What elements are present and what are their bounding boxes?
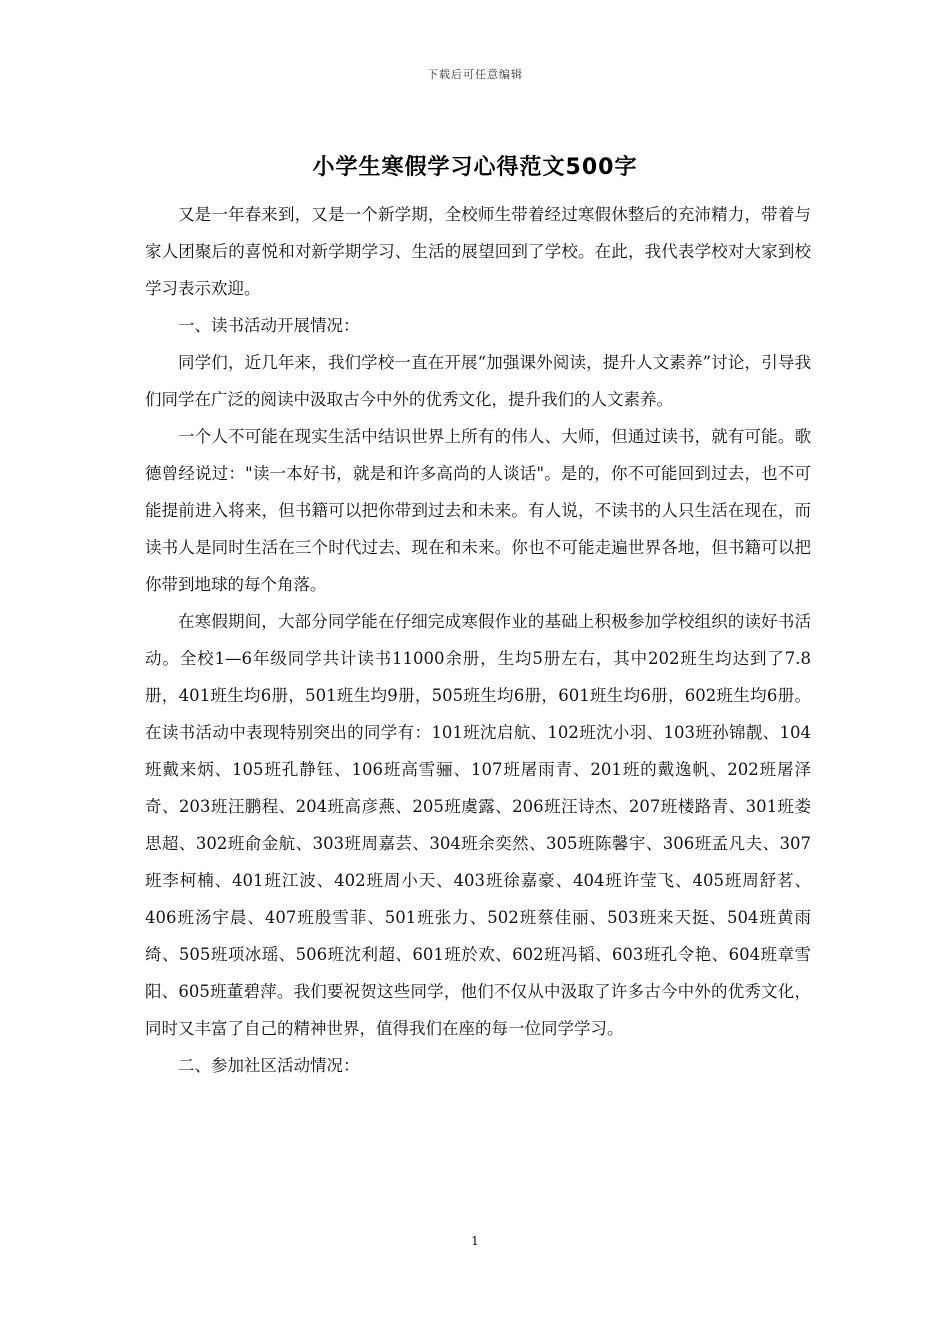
section-heading-community: 二、参加社区活动情况： bbox=[178, 1056, 360, 1075]
document-body bbox=[145, 196, 811, 1084]
paragraph-winter-reading: 在寒假期间，大部分同学能在仔细完成寒假作业的基础上积极参加学校组织的读好书活动。全校1—6年级同学共计读书11000余册，生均5册左右，其中202班生均达到了7.8册，401班生均6册，501班生均9册，505班生均6册，601班生均6册，602班生均6册。在读书活动中表现特别突出的同学有：101班沈启航、102班沈小羽、103班孙锦靓、104班戴来炳、105班孔静钰、106班高雪骊、107班屠雨青、201班的戴逸帆、202班屠泽奇、203班汪鹏程、204班高彦燕、205班虞露、206班汪诗杰、207班楼路青、301班娄思超、302班俞金航、303班周嘉芸、304班余奕然、305班陈馨宇、306班孟凡夫、307班李柯楠、401班江波、402班周小天、403班徐嘉豪、404班许莹飞、405班周舒茗、406班汤宇晨、407班殷雪菲、501班张力、502班蔡佳丽、503班来天挺、504班黄雨绮、505班项冰瑶、506班沈利超、601班於欢、602班冯韬、603班孔令艳、604班章雪阳、605班董碧萍。我们要祝贺这些同学，他们不仅从中汲取了许多古今中外的优秀文化，同时又丰富了自己的精神世界，值得我们在座的每一位同学学习。 bbox=[145, 612, 811, 1038]
paragraph-reading-intro: 同学们，近几年来，我们学校一直在开展“加强课外阅读，提升人文素养”讨论，引导我们同学在广泛的阅读中汲取古今中外的优秀文化，提升我们的人文素养。 bbox=[145, 353, 811, 409]
document-title: 小学生寒假学习心得范文500字 bbox=[312, 155, 638, 180]
header-note: 下载后可任意编辑 bbox=[427, 68, 523, 81]
section-heading-reading: 一、读书活动开展情况： bbox=[178, 316, 360, 335]
page-number: 1 bbox=[471, 1234, 479, 1248]
paragraph-intro: 又是一年春来到，又是一个新学期，全校师生带着经过寒假休整后的充沛精力，带着与家人团聚后的喜悦和对新学期学习、生活的展望回到了学校。在此，我代表学校对大家到校学习表示欢迎。 bbox=[145, 205, 811, 298]
paragraph-goethe: 一个人不可能在现实生活中结识世界上所有的伟人、大师，但通过读书，就有可能。歌德曾经说过："读一本好书，就是和许多高尚的人谈话"。是的，你不可能回到过去，也不可能提前进入将来，但书籍可以把你带到过去和未来。有人说，不读书的人只生活在现在，而读书人是同时生活在三个时代过去、现在和未来。你也不可能走遍世界各地，但书籍可以把你带到地球的每个角落。 bbox=[145, 427, 811, 594]
